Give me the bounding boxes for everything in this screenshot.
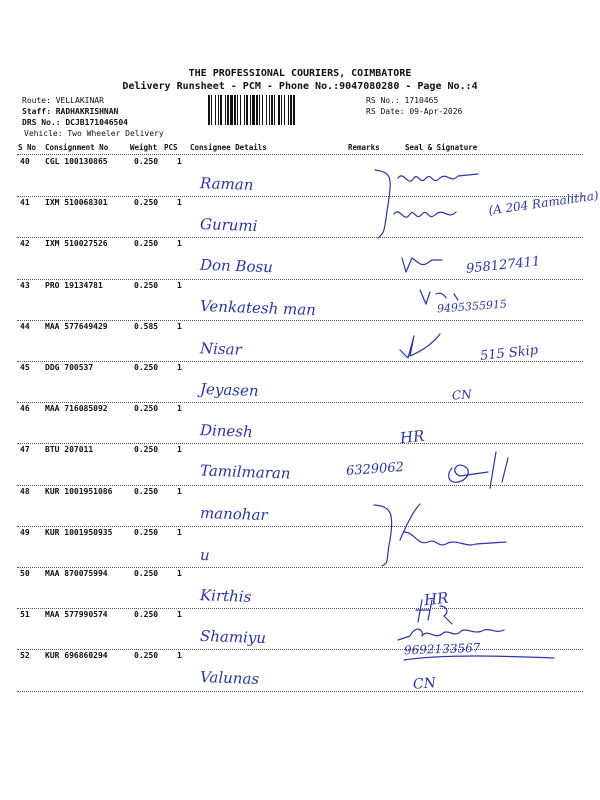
col-consignee: Consignee Details: [190, 143, 267, 152]
row-pcs: 1: [177, 198, 182, 208]
row-pcs: 1: [177, 321, 182, 331]
rs-date-value: 09-Apr-2026: [409, 107, 463, 116]
row-sno: 41: [20, 198, 30, 208]
row-pcs: 1: [177, 486, 182, 496]
row-weight: 0.250: [134, 239, 159, 249]
row-consignee-handwritten: Nisar: [199, 339, 243, 359]
signature-44: [400, 334, 440, 358]
route-value: VELLAKINAR: [55, 96, 104, 105]
row-weight: 0.250: [134, 527, 159, 537]
row-consignment-no: MAA 577990574: [45, 610, 108, 620]
row-sno: 40: [20, 157, 30, 166]
signature-48: [400, 504, 506, 545]
bracket-40-41: [375, 170, 390, 238]
row-consignee-handwritten: Dinesh: [199, 421, 254, 442]
vehicle-value: Two Wheeler Delivery: [67, 129, 164, 138]
remark-r50: HR: [423, 588, 450, 610]
row-pcs: 1: [177, 239, 182, 249]
row-consignment-no: KUR 1001951086: [45, 486, 113, 496]
row-sno: 51: [20, 610, 30, 620]
row-sno: 49: [20, 527, 30, 537]
row-sno: 46: [20, 404, 30, 414]
row-consignee-handwritten: manohar: [199, 503, 268, 524]
row-consignee-handwritten: Kirthis: [199, 586, 252, 606]
signature-40: [398, 174, 478, 181]
row-pcs: 1: [177, 569, 182, 578]
row-consignment-no: IXM 510027526: [45, 239, 108, 249]
row-weight: 0.250: [134, 157, 159, 166]
staff-label: Staff:: [22, 107, 51, 116]
remark-r43: 9495355915: [436, 297, 508, 316]
company-title: THE PROFESSIONAL COURIERS, COIMBATORE: [188, 68, 412, 79]
row-pcs: 1: [177, 280, 182, 290]
row-consignment-no: BTU 207011: [45, 445, 94, 455]
row-weight: 0.250: [134, 363, 159, 372]
row-consignment-no: MAA 577649429: [45, 321, 108, 331]
col-remarks: Remarks: [348, 143, 380, 152]
row-sno: 50: [20, 569, 30, 578]
row-consignee-handwritten: Raman: [199, 174, 254, 194]
signature-42: [402, 258, 442, 272]
col-sno: S No: [18, 143, 37, 152]
row-pcs: 1: [177, 610, 182, 620]
row-weight: 0.250: [134, 651, 159, 661]
remark-r52: CN: [412, 675, 437, 693]
row-consignee-handwritten: u: [199, 545, 210, 564]
remark-r42: 958127411: [465, 254, 542, 277]
row-weight: 0.250: [134, 280, 159, 290]
rs-no-value: 1710465: [404, 96, 439, 105]
route-label: Route:: [22, 96, 51, 105]
drs-label: DRS No.:: [22, 118, 61, 127]
row-sno: 43: [20, 280, 30, 290]
row-weight: 0.585: [134, 321, 159, 331]
remark-r47: 6329062: [345, 459, 405, 480]
row-consignee-handwritten: Jeyasen: [199, 379, 259, 401]
row-consignee-handwritten: Venkatesh man: [199, 296, 317, 319]
remark-r44: 515 Skip: [479, 342, 539, 365]
bracket-48-49: [374, 505, 392, 566]
row-pcs: 1: [177, 527, 182, 537]
signature-51: [398, 629, 504, 640]
rs-no-label: RS No.:: [366, 96, 400, 105]
row-pcs: 1: [177, 651, 182, 661]
row-consignment-no: MAA 716085092: [45, 404, 108, 414]
row-consignee-handwritten: Shamiyu: [199, 627, 267, 648]
row-pcs: 1: [177, 157, 182, 166]
remark-r41: (A 204 Ramalitha): [487, 188, 600, 218]
runsheet-subtitle: Delivery Runsheet - PCM - Phone No.:9047080280 - Page No.:4: [122, 81, 478, 92]
row-consignment-no: DDG 700537: [45, 363, 94, 372]
row-pcs: 1: [177, 445, 182, 455]
row-weight: 0.250: [134, 569, 159, 578]
row-consignee-handwritten: Gurumi: [199, 215, 258, 236]
row-pcs: 1: [177, 404, 182, 414]
remark-r51: 9692133567: [403, 640, 481, 658]
row-weight: 0.250: [134, 486, 159, 496]
row-consignee-handwritten: Valunas: [199, 668, 260, 689]
remark-r46: HR: [399, 426, 426, 448]
signature-41: [394, 212, 456, 217]
signature-47: [449, 452, 508, 488]
row-consignment-no: KUR 696860294: [45, 651, 108, 661]
row-sno: 42: [20, 239, 30, 249]
col-consignment: Consignment No: [45, 143, 109, 152]
drs-value: DCJB171046504: [65, 118, 128, 127]
row-sno: 45: [20, 363, 30, 372]
staff-value: RADHAKRISHNAN: [55, 107, 119, 116]
row-sno: 44: [20, 321, 30, 331]
row-consignment-no: PRO 19134781: [45, 280, 103, 290]
row-consignment-no: IXM 510068301: [45, 198, 108, 208]
row-weight: 0.250: [134, 445, 159, 455]
row-consignment-no: KUR 1001950935: [45, 527, 113, 537]
row-weight: 0.250: [134, 198, 159, 208]
strike-51: [404, 656, 554, 660]
col-pcs: PCS: [164, 143, 178, 152]
vehicle-label: Vehicle:: [24, 129, 63, 138]
row-consignee-handwritten: Don Bosu: [199, 256, 274, 277]
row-consignee-handwritten: Tamilmaran: [199, 461, 291, 483]
rs-date-label: RS Date:: [366, 107, 405, 116]
row-consignment-no: CGL 100130865: [45, 157, 108, 166]
row-consignment-no: MAA 870075994: [45, 569, 108, 578]
row-sno: 52: [20, 651, 30, 661]
col-seal: Seal & Signature: [405, 143, 478, 152]
row-sno: 47: [20, 445, 30, 455]
row-weight: 0.250: [134, 610, 159, 620]
col-weight: Weight: [130, 143, 158, 152]
row-sno: 48: [20, 486, 30, 496]
row-weight: 0.250: [134, 404, 159, 414]
row-pcs: 1: [177, 363, 182, 372]
remark-r45: CN: [451, 387, 473, 403]
